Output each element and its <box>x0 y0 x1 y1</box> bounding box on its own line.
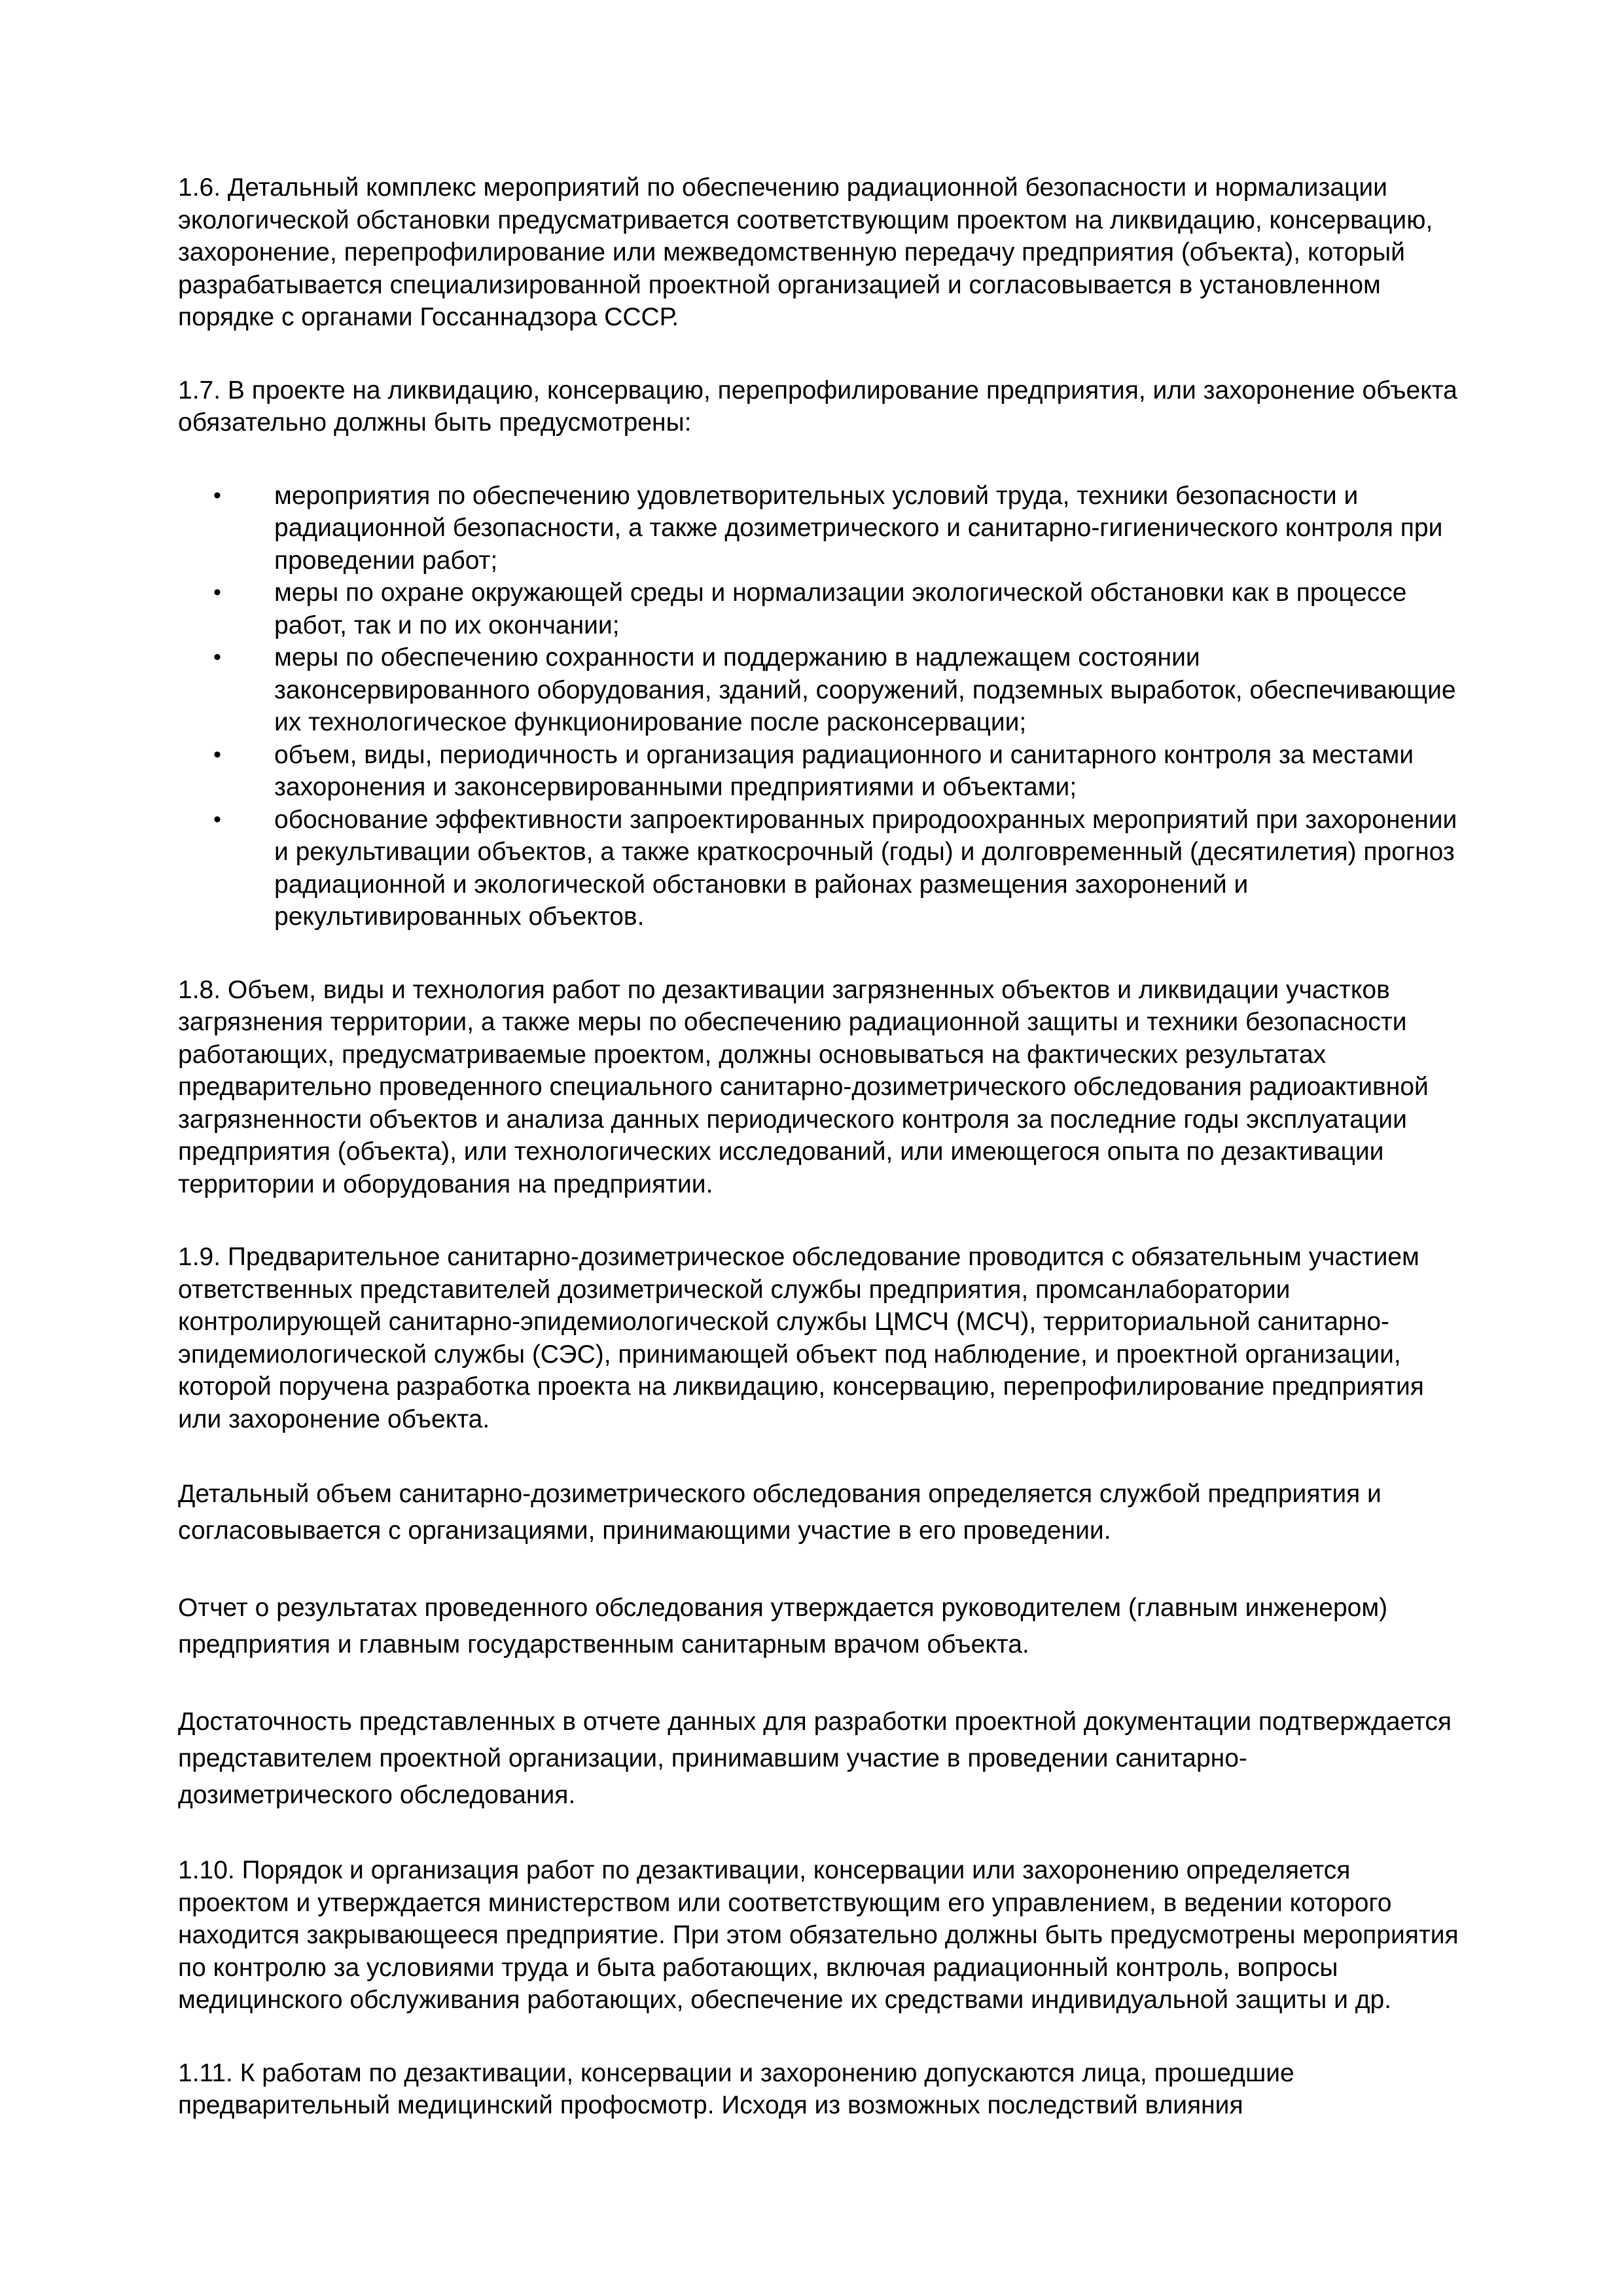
bullet-icon: • <box>213 580 221 605</box>
paragraph-1-8: 1.8. Объем, виды и технология работ по дезактивации загрязненных объектов и ликвидации участков загрязнения территории, а также меры по обеспечению радиационной защиты и техники безопасности работающих, предусматриваемые проектом, должны основываться на фактических результатах предварительно проведенного специального санитарно-дозиметрического обследования радиоактивной загрязненности объектов и анализа данных периодического контроля за последние годы эксплуатации предприятия (объекта), или технологических исследований, или имеющегося опыта по дезактивации территории и оборудования на предприятии. <box>178 975 1429 1198</box>
bullet-icon: • <box>213 806 221 832</box>
list-item-text: объем, виды, периодичность и организация радиационного и санитарного контроля за местами захоронения и законсервированными предприятиями и объектами; <box>274 740 1414 801</box>
bullet-icon: • <box>213 742 221 767</box>
list-item <box>213 739 1461 804</box>
paragraph-1-10: 1.10. Порядок и организация работ по дезактивации, консервации или захоронению определяется проектом и утверждается министерством или соответствующим его управлением, в ведении которого находится закрывающееся предприятие. При этом обязательно должны быть предусмотрены мероприятия по контролю за условиями труда и быта работающих, включая радиационный контроль, вопросы медицинского обслуживания работающих, обеспечение их средствами индивидуальной защиты и др. <box>178 1856 1459 2014</box>
list-item-text: мероприятия по обеспечению удовлетворительных условий труда, техники безопасности и радиационной безопасности, а также дозиметрического и санитарно-гигиенического контроля при проведении работ; <box>274 481 1443 575</box>
paragraph-1-9: 1.9. Предварительное санитарно-дозиметрическое обследование проводится с обязательным участием ответственных представителей дозиметрической службы предприятия, промсанлаборатории контролирующей санитарно-эпидемиологической службы ЦМСЧ (МСЧ), территориальной санитарно-эпидемиологической службы (СЭС), принимающей объект под наблюдение, и проектной организации, которой поручена разработка проекта на ликвидацию, консервацию, перепрофилирование предприятия или захоронение объекта. <box>178 1243 1424 1433</box>
list-item-text: меры по обеспечению сохранности и поддержанию в надлежащем состоянии законсервированного оборудования, зданий, сооружений, подземных выработок, обеспечивающие их технологическое функционирование после расконсервации; <box>274 643 1456 736</box>
bullet-list-1-7 <box>178 480 1461 933</box>
bullet-icon: • <box>213 645 221 670</box>
document-page <box>178 171 1461 2122</box>
list-item <box>213 804 1461 933</box>
paragraph-report-approval: Отчет о результатах проведенного обследования утверждается руководителем (главным инженером) предприятия и главным государственным санитарным врачом объекта. <box>178 1594 1388 1659</box>
list-item <box>213 641 1461 739</box>
paragraph-detail-scope: Детальный объем санитарно-дозиметрического обследования определяется службой предприятия и согласовывается с организациями, принимающими участие в его проведении. <box>178 1480 1382 1545</box>
paragraph-1-7: 1.7. В проекте на ликвидацию, консервацию, перепрофилирование предприятия, или захоронение объекта обязательно должны быть предусмотрены: <box>178 376 1457 437</box>
paragraph-1-11: 1.11. К работам по дезактивации, консервации и захоронению допускаются лица, прошедшие предварительный медицинский профосмотр. Исходя из возможных последствий влияния <box>178 2058 1294 2119</box>
list-item-text: обоснование эффективности запроектированных природоохранных мероприятий при захоронении и рекультивации объектов, а также краткосрочный (годы) и долговременный (десятилетия) прогноз радиационной и экологической обстановки в районах размещения захоронений и рекультивированных объектов. <box>274 805 1457 931</box>
list-item-text: меры по охране окружающей среды и нормализации экологической обстановки как в процессе работ, так и по их окончании; <box>274 579 1407 639</box>
list-item <box>213 577 1461 641</box>
paragraph-data-sufficiency: Достаточность представленных в отчете данных для разработки проектной документации подтверждается представителем проектной организации, принимавшим участие в проведении санитарно-дозиметрического обследования. <box>178 1708 1452 1809</box>
bullet-icon: • <box>213 482 221 508</box>
paragraph-1-6: 1.6. Детальный комплекс мероприятий по обеспечению радиационной безопасности и нормализации экологической обстановки предусматривается соответствующим проектом на ликвидацию, консервацию, захоронение, перепрофилирование или межведомственную передачу предприятия (объекта), который разрабатывается специализированной проектной организацией и согласовывается в установленном порядке с органами Госсаннадзора СССР. <box>178 173 1433 331</box>
list-item <box>213 480 1461 577</box>
